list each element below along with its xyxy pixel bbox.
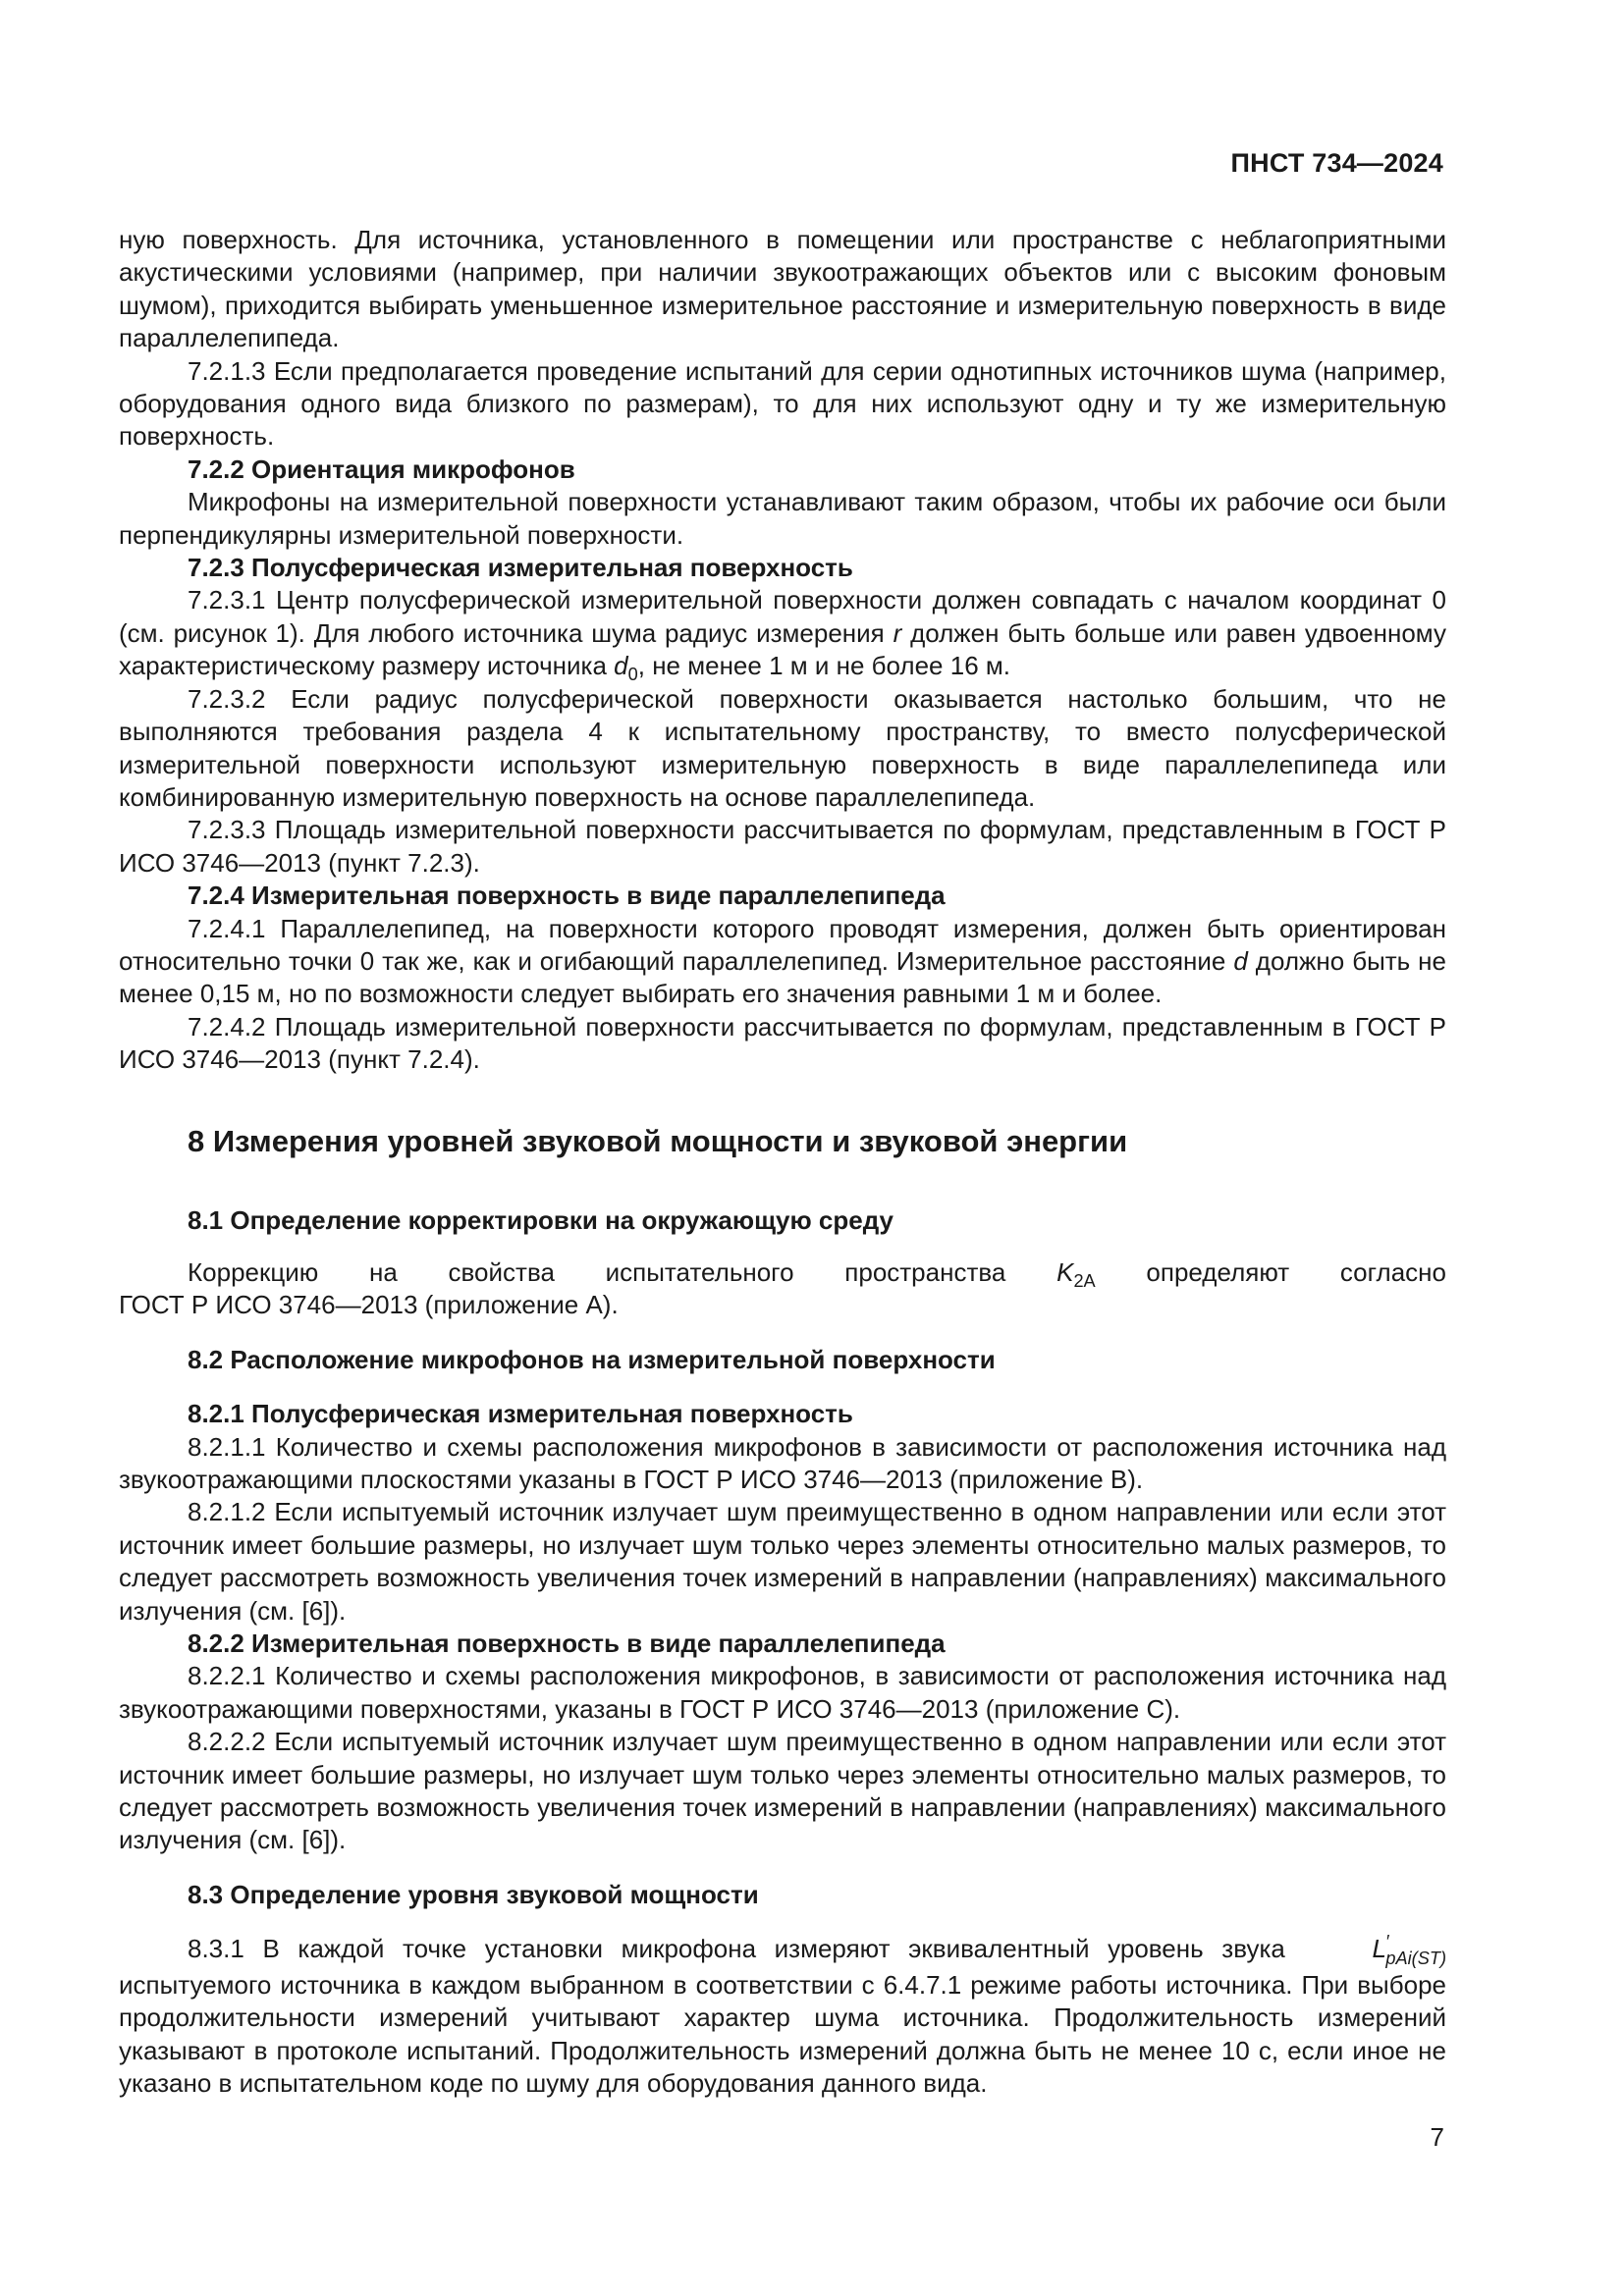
paragraph-8-2-1-1: 8.2.1.1 Количество и схемы расположения микрофонов в зависимости от расположения источника над звукоотражающими плоскостями указаны в ГОСТ Р ИСО 3746—2013 (приложение В). (119, 1431, 1446, 1494)
variable-d: d (1233, 945, 1248, 976)
paragraph-8-2-1-2: 8.2.1.2 Если испытуемый источник излучает шум преимущественно в одном направлении или если этот источник имеет большие размеры, но излучает шум только через элементы относительно малых размеров, то следует рассмотреть возможность увеличения точек измерений в направлении (направлениях) максимального излучения (см. [6]). (119, 1497, 1446, 1626)
paragraph-8-2-2-2: 8.2.2.2 Если испытуемый источник излучает шум преимущественно в одном направлении или если этот источник имеет большие размеры, но излучает шум только через элементы относительно малых размеров, то следует рассмотреть возможность увеличения точек измерений в направлении (направлениях) максимального излучения (см. [6]). (119, 1727, 1446, 1855)
formula-lpai-st (1303, 1933, 1446, 1968)
text-run: 7.2.4.1 Параллелепипед, на поверхности которого проводят измерения, должен быть ориентирован относительно точки 0 так же, как и огибающий параллелепипед. Измерительное расстояние (119, 913, 1446, 976)
heading-7-2-2: 7.2.2 Ориентация микрофонов (188, 454, 575, 484)
paragraph-7-2-4-1 (119, 913, 1446, 1011)
paragraph-7-2-3-3: 7.2.3.3 Площадь измерительной поверхности рассчитывается по формулам, представленным в ГОСТ Р ИСО 3746—2013 (пункт 7.2.3). (119, 815, 1446, 878)
prime-mark: ′ (1385, 1932, 1390, 1952)
paragraph-7-2-3-2: 7.2.3.2 Если радиус полусферической поверхности оказывается настолько большим, что не выполняются требования раздела 4 к испытательному пространству, то вместо полусферической измерительной поверхности используют измерительную поверхность в виде параллелепипеда или комбинированную измерительную поверхность на основе параллелепипеда. (119, 683, 1446, 812)
paragraph-7-2-3-1 (119, 584, 1446, 685)
text-run: , не менее 1 м и не более 16 м. (637, 651, 1010, 681)
page-number: 7 (1430, 2122, 1444, 2152)
heading-7-2-3: 7.2.3 Полусферическая измерительная поверхность (188, 553, 853, 583)
heading-8-2-1: 8.2.1 Полусферическая измерительная поверхность (188, 1399, 853, 1429)
paragraph-7-2-2: Микрофоны на измерительной поверхности устанавливают таким образом, чтобы их рабочие оси были перпендикулярны измерительной поверхности. (119, 487, 1446, 550)
paragraph-8-1-line-2: ГОСТ Р ИСО 3746—2013 (приложение А). (119, 1290, 619, 1320)
heading-8-2: 8.2 Расположение микрофонов на измерительной поверхности (188, 1344, 996, 1374)
paragraph-8-1-line-1 (119, 1256, 1446, 1289)
text-run: 8.3.1 В каждой точке установки микрофона измеряют эквивалентный уровень звука (188, 1934, 1285, 1964)
heading-7-2-4: 7.2.4 Измерительная поверхность в виде параллелепипеда (188, 881, 946, 911)
paragraph-continuation: ную поверхность. Для источника, установленного в помещении или пространстве с неблагоприятными акустическими условиями (например, при наличии звукоотражающих объектов или с высоким фоновым шумом), приходится выбирать уменьшенное измерительное расстояние и измерительную поверхность в виде параллелепипеда. (119, 225, 1446, 353)
text-run: должно быть не менее 0,15 м, но по возможности следует выбирать его значения равными 1 м и более. (119, 945, 1446, 1009)
document-body (119, 224, 1446, 2100)
text-run: должен быть больше или равен удвоенному характеристическому размеру источника (119, 617, 1446, 681)
text-run: Коррекцию на свойства испытательного пространства (188, 1256, 1006, 1287)
variable-r: r (893, 617, 902, 648)
text-run: испытуемого источника в каждом выбранном в соответствии с 6.4.7.1 режиме работы источника. При выборе продолжительности измерений учитывают характер шума источника. Продолжительность измерений указывают в протоколе испытаний. Продолжительность измерений должна быть не менее 10 с, если иное не указано в испытательном коде по шуму для оборудования данного вида. (119, 1969, 1446, 2098)
paragraph-8-2-2-1: 8.2.2.1 Количество и схемы расположения микрофонов, в зависимости от расположения источника над звукоотражающими поверхностями, указаны в ГОСТ Р ИСО 3746—2013 (приложение С). (119, 1661, 1446, 1724)
variable-d: d (614, 651, 628, 681)
variable-k: K (1056, 1256, 1074, 1287)
document-id-header: ПНСТ 734—2024 (1230, 148, 1443, 178)
paragraph-8-3-1 (119, 1933, 1446, 2100)
heading-8-3: 8.3 Определение уровня звуковой мощности (188, 1879, 759, 1909)
text-run: определяют согласно (1146, 1256, 1446, 1287)
heading-8-2-2: 8.2.2 Измерительная поверхность в виде параллелепипеда (188, 1629, 946, 1659)
heading-8-1: 8.1 Определение корректировки на окружающую среду (188, 1204, 893, 1235)
section-heading-8: 8 Измерения уровней звуковой мощности и звуковой энергии (188, 1123, 1128, 1158)
variable-l: L (1372, 1934, 1386, 1964)
subscript-pai-st: pAi(ST) (1385, 1949, 1447, 1969)
paragraph-7-2-4-2: 7.2.4.2 Площадь измерительной поверхности рассчитывается по формулам, представленным в ГОСТ Р ИСО 3746—2013 (пункт 7.2.4). (119, 1011, 1446, 1075)
text-run: 7.2.3.1 Центр полусферической измерительной поверхности должен совпадать с началом координат 0 (см. рисунок 1). Для любого источника шума радиус измерения (119, 585, 1446, 648)
paragraph-7-2-1-3: 7.2.1.3 Если предполагается проведение испытаний для серии однотипных источников шума (например, оборудования одного вида близкого по размерам), то для них используют одну и ту же измерительную поверхность. (119, 355, 1446, 452)
subscript-2a: 2A (1073, 1270, 1096, 1291)
subscript-0: 0 (627, 665, 638, 685)
